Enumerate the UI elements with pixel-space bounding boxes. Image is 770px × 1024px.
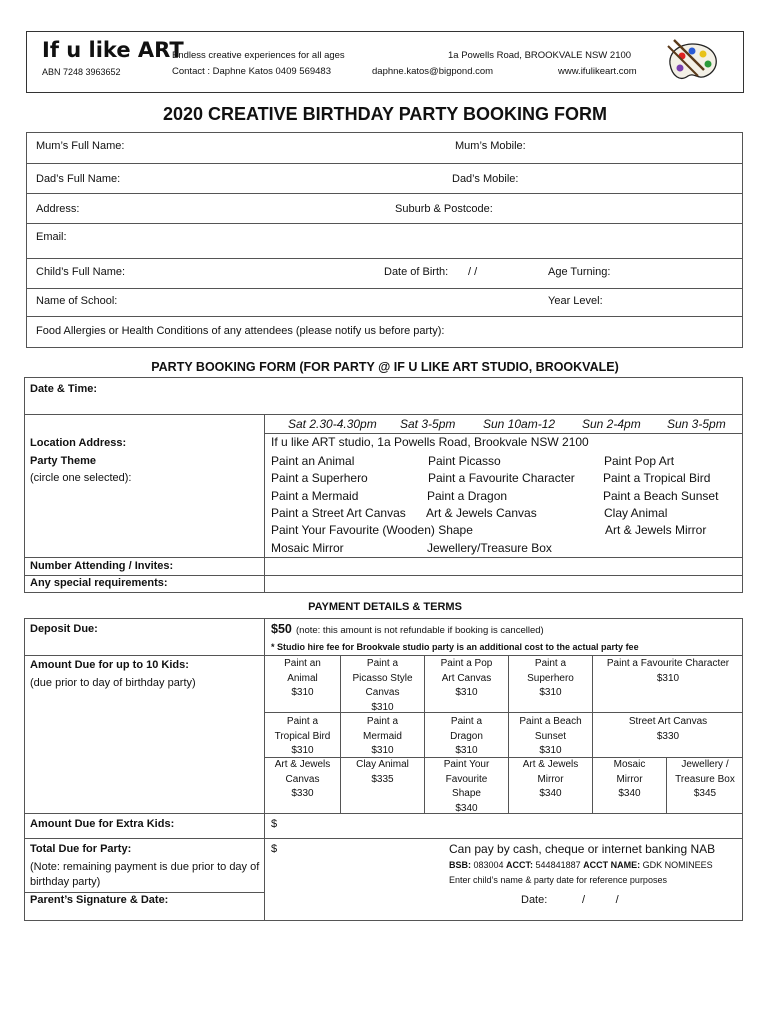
theme-option[interactable]: Paint a Mermaid [271, 489, 359, 503]
tagline: Endless creative experiences for all ages [172, 50, 345, 61]
price-cell: Clay Animal $335 [356, 759, 409, 785]
studio-hire-note: * Studio hire fee for Brookvale studio party is an additional cost to the actual party fee [271, 642, 639, 652]
email-field[interactable]: Email: [36, 231, 67, 243]
price-cell: Paint a Favourite Character $310 [606, 658, 730, 684]
theme-option[interactable]: Paint Your Favourite (Wooden) Shape [271, 523, 473, 537]
dob-separators: / / [468, 266, 478, 278]
theme-option[interactable]: Paint a Tropical Bird [603, 471, 711, 485]
business-email: daphne.katos@bigpond.com [372, 66, 494, 77]
total-due-label: Total Due for Party: [30, 843, 132, 855]
price-cell: Paint a Dragon $310 [450, 716, 483, 756]
price-cell: Mosaic Mirror $340 [613, 759, 646, 799]
party-theme-label: Party Theme [30, 455, 97, 467]
business-address: 1a Powells Road, BROOKVALE NSW 2100 [448, 50, 632, 61]
payment-methods: Can pay by cash, cheque or internet banking NAB [449, 842, 716, 856]
address-field[interactable]: Address: [36, 203, 80, 215]
dads-mobile-field[interactable]: Dad’s Mobile: [452, 173, 519, 185]
deposit-note: (note: this amount is not refundable if booking is cancelled) [296, 625, 544, 636]
time-option-sat-230[interactable]: Sat 2.30-4.30pm [288, 417, 377, 431]
price-cell: Paint a Mermaid $310 [363, 716, 402, 756]
school-name-field[interactable]: Name of School: [36, 295, 118, 307]
theme-option[interactable]: Paint a Favourite Character [428, 471, 575, 485]
price-cell: Art & Jewels Canvas $330 [274, 759, 331, 799]
acct-label: ACCT: [506, 860, 534, 870]
number-attending-input[interactable] [266, 558, 742, 575]
bsb-label: BSB: [449, 860, 471, 870]
mums-mobile-field[interactable]: Mum’s Mobile: [455, 140, 526, 152]
business-logo-text: If u like ART [42, 38, 184, 62]
year-level-field[interactable]: Year Level: [548, 295, 603, 307]
theme-option[interactable]: Art & Jewels Canvas [426, 506, 537, 520]
business-website: www.ifulikeart.com [558, 66, 637, 77]
bsb-value: 083004 [471, 860, 507, 870]
date-time-label: Date & Time: [30, 383, 98, 395]
amount-10-kids-note: (due prior to day of birthday party) [30, 677, 196, 689]
theme-option[interactable]: Jewellery/Treasure Box [427, 541, 552, 555]
bank-details [449, 860, 713, 870]
price-cell: Street Art Canvas $330 [628, 716, 708, 742]
location-value: If u like ART studio, 1a Powells Road, Brookvale NSW 2100 [271, 435, 589, 449]
dads-name-field[interactable]: Dad’s Full Name: [36, 173, 121, 185]
theme-option[interactable]: Mosaic Mirror [271, 541, 344, 555]
age-turning-field[interactable]: Age Turning: [548, 266, 611, 278]
mums-name-field[interactable]: Mum’s Full Name: [36, 140, 125, 152]
paint-palette-icon [664, 36, 722, 86]
extra-kids-label: Amount Due for Extra Kids: [30, 818, 175, 830]
total-due-amount-field[interactable]: $ [271, 843, 278, 855]
price-cell: Paint a Beach Sunset $310 [519, 716, 582, 756]
theme-option[interactable]: Art & Jewels Mirror [605, 523, 707, 537]
special-requirements-label: Any special requirements: [30, 577, 168, 589]
theme-option[interactable]: Paint a Beach Sunset [603, 489, 719, 503]
extra-kids-amount-field[interactable]: $ [271, 818, 278, 830]
payment-reference-note: Enter child’s name & party date for reference purposes [449, 875, 667, 885]
acct-value: 544841887 [533, 860, 584, 870]
suburb-postcode-field[interactable]: Suburb & Postcode: [395, 203, 493, 215]
price-cell: Paint a Picasso Style Canvas $310 [352, 658, 413, 713]
price-cell: Paint a Pop Art Canvas $310 [440, 658, 493, 698]
amount-10-kids-label: Amount Due for up to 10 Kids: [30, 659, 189, 671]
theme-option[interactable]: Paint a Dragon [427, 489, 508, 503]
theme-option[interactable]: Clay Animal [604, 506, 668, 520]
price-cell: Jewellery / Treasure Box $345 [675, 759, 735, 799]
time-option-sun-3[interactable]: Sun 3-5pm [667, 417, 726, 431]
child-name-field[interactable]: Child’s Full Name: [36, 266, 126, 278]
theme-option[interactable]: Paint Pop Art [604, 454, 675, 468]
number-attending-label: Number Attending / Invites: [30, 560, 174, 572]
party-theme-note: (circle one selected): [30, 472, 132, 484]
signature-label: Parent’s Signature & Date: [30, 894, 169, 906]
allergies-field[interactable]: Food Allergies or Health Conditions of any attendees (please notify us before party): [36, 325, 445, 337]
acct-name-label: ACCT NAME: [583, 860, 641, 870]
acct-name-value: GDK NOMINEES [640, 860, 713, 870]
price-cell: Paint Your Favourite Shape $340 [443, 759, 490, 814]
price-cell: Paint a Superhero $310 [527, 658, 574, 698]
abn-number: ABN 7248 3963652 [42, 67, 121, 77]
total-due-note: (Note: remaining payment is due prior to day of birthday party) [30, 861, 260, 888]
theme-option[interactable]: Paint a Street Art Canvas [271, 506, 406, 520]
location-label: Location Address: [30, 437, 127, 449]
contact-info: Contact : Daphne Katos 0409 569483 [172, 66, 331, 77]
price-cell: Art & Jewels Mirror $340 [522, 759, 579, 799]
signature-input[interactable] [266, 893, 496, 920]
special-requirements-input[interactable] [266, 576, 742, 592]
deposit-amount: $50 [271, 622, 292, 636]
theme-option[interactable]: Paint a Superhero [271, 471, 368, 485]
price-cell: Paint an Animal $310 [284, 658, 321, 698]
booking-section-heading: PARTY BOOKING FORM (FOR PARTY @ IF U LIKE ART STUDIO, BROOKVALE) [151, 360, 619, 374]
theme-option[interactable]: Paint an Animal [271, 454, 355, 468]
time-option-sat-3[interactable]: Sat 3-5pm [400, 417, 456, 431]
theme-option[interactable]: Paint Picasso [428, 454, 501, 468]
date-of-birth-field[interactable]: Date of Birth: [384, 266, 449, 278]
form-title: 2020 CREATIVE BIRTHDAY PARTY BOOKING FORM [162, 104, 608, 124]
time-option-sun-2[interactable]: Sun 2-4pm [582, 417, 641, 431]
price-cell: Paint a Tropical Bird $310 [274, 716, 331, 756]
deposit-label: Deposit Due: [30, 623, 98, 635]
time-option-sun-10[interactable]: Sun 10am-12 [483, 417, 556, 431]
signature-date-separators: / / [582, 894, 619, 906]
payment-section-heading: PAYMENT DETAILS & TERMS [308, 601, 462, 613]
signature-date-label[interactable]: Date: [521, 894, 548, 906]
